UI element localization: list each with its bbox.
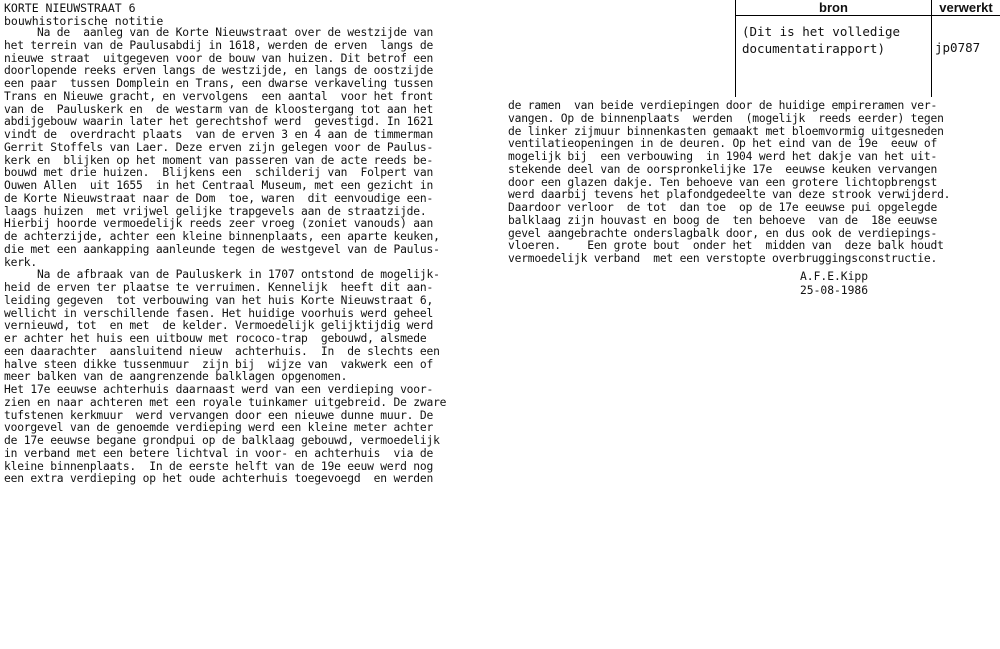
bron-line: documentatirapport) xyxy=(742,41,885,56)
author-name: A.F.E.Kipp xyxy=(800,270,869,283)
left-text-column xyxy=(4,27,492,486)
text-line: vindt de overdracht plaats van de erven 3 en 4 aan de timmerman xyxy=(4,128,434,141)
text-line: wellicht in verschillende fasen. Het huidige voorhuis werd geheel xyxy=(4,306,434,320)
text-line: laags huizen met vrijwel gelijke trapgevels aan de straatzijde. xyxy=(4,204,427,218)
text-line: vermoedelijk verband met een verstopte overbruggingsconstructie. xyxy=(508,252,938,265)
text-line: een daarachter aansluitend nieuw achterhuis. In de slechts een xyxy=(4,344,440,358)
text-line: de Korte Nieuwstraat naar de Dom toe, waren dit eenvoudige een- xyxy=(4,191,434,205)
document-header xyxy=(4,2,163,28)
text-line: bouwd met drie huizen. Blijkens een schilderij van Folpert van xyxy=(4,166,434,180)
verwerkt-value: jp0787 xyxy=(935,40,981,55)
text-line: een extra verdieping op het oude achterhuis toegevoegd en werden xyxy=(4,472,434,486)
text-line: vloeren. Een grote bout onder het midden van deze balk houdt xyxy=(508,239,944,253)
text-line: ventilatieopeningen in de deuren. Op het eind van de 19e eeuw of xyxy=(508,137,938,151)
text-line: vangen. Op de binnenplaats werden (mogelijk reeds eerder) tegen xyxy=(508,111,944,125)
text-line: Na de afbraak van de Pauluskerk in 1707 ontstond de mogelijk- xyxy=(4,268,440,282)
bron-line: (Dit is het volledige xyxy=(742,24,901,39)
bron-cell xyxy=(735,15,932,97)
text-line: die met een aankapping aanleunde tegen de westgevel van de Paulus- xyxy=(4,242,440,256)
text-line: stekende deel van de oorspronkelijke 17e eeuwse keuken vervangen xyxy=(508,162,938,176)
text-line: werd daarbij tevens het plafondgedeelte van deze strook verwijderd. xyxy=(508,188,951,202)
text-line: gevel aangebrachte onderslagbalk door, en dus ook de verdiepings- xyxy=(508,226,938,240)
text-line: het terrein van de Paulusabdij in 1618, werden de erven langs de xyxy=(4,38,434,52)
text-line: Trans en Nieuwe gracht, en vervolgens een aantal voor het front xyxy=(4,89,434,103)
text-line: Het 17e eeuwse achterhuis daarnaast werd van een verdieping voor- xyxy=(4,383,434,396)
report-date: 25-08-1986 xyxy=(800,284,869,297)
text-line: Ouwen Allen uit 1655 in het Centraal Museum, met een gezicht in xyxy=(4,179,434,192)
bron-text xyxy=(742,23,900,57)
verwerkt-cell xyxy=(931,15,1000,97)
text-line: Daardoor verloor de tot dan toe op de 17e eeuwse pui opgelegde xyxy=(508,201,938,214)
text-line: van de Pauluskerk en de westarm van de kloostergang tot aan het xyxy=(4,102,434,116)
text-line: de linker zijmuur binnenkasten gemaakt met bloemvormig uitgesneden xyxy=(508,124,944,138)
text-line: een paar tussen Domplein en Trans, een dwarse verkaveling tussen xyxy=(4,77,434,90)
document-title: KORTE NIEUWSTRAAT 6 xyxy=(4,1,136,15)
text-line: kleine binnenplaats. In de eerste helft van de 19e eeuw werd nog xyxy=(4,459,434,473)
text-line: kerk. xyxy=(4,255,38,269)
text-line: halve steen dikke tussenmuur zijn bij wijze van vakwerk een of xyxy=(4,357,434,371)
text-line: in verband met een betere lichtval in voor- en achterhuis via de xyxy=(4,446,434,460)
text-line: de ramen van beide verdiepingen door de huidige empireramen ver- xyxy=(508,99,938,112)
text-line: doorlopende reeks erven langs de westzijde, en langs de oostzijde xyxy=(4,64,434,78)
text-line: Hierbij hoorde vermoedelijk reeds zeer vroeg (zoniet vanouds) aan xyxy=(4,217,434,231)
text-line: de 17e eeuwse begane grondpui op de balklaag gebouwd, vermoedelijk xyxy=(4,434,440,447)
text-line: voorgevel van de genoemde verdieping werd een kleine meter achter xyxy=(4,421,434,435)
text-line: tufstenen kerkmuur werd vervangen door een nieuwe dunne muur. De xyxy=(4,408,434,422)
text-line: de achterzijde, achter een kleine binnenplaats, een aparte keuken, xyxy=(4,230,440,243)
text-line: vernieuwd, tot en met de kelder. Vermoedelijk gelijktijdig werd xyxy=(4,319,434,333)
text-line: door een glazen dakje. Ten behoeve van een grotere lichtopbrengst xyxy=(508,175,938,189)
text-line: meer balken van de aangrenzende balklagen opgenomen. xyxy=(4,370,348,384)
text-line: balklaag zijn houvast en boog de ten behoeve van de 18e eeuwse xyxy=(508,213,938,227)
bron-header: bron xyxy=(735,0,932,16)
text-line: er achter het huis een uitbouw met rococo-trap gebouwd, alsmede xyxy=(4,332,427,345)
text-line: zien en naar achteren met een royale tuinkamer uitgebreid. De zware xyxy=(4,395,447,409)
text-line: abdijgebouw waarin later het gerechtshof werd gevestigd. In 1621 xyxy=(4,115,434,129)
text-line: leiding gegeven tot verbouwing van het huis Korte Nieuwstraat 6, xyxy=(4,293,434,307)
right-text-column xyxy=(508,100,992,266)
text-line: nieuwe straat uitgegeven voor de bouw van huizen. Dit betrof een xyxy=(4,51,434,65)
text-line: mogelijk bij een verbouwing in 1904 werd het dakje van het uit- xyxy=(508,150,938,163)
verwerkt-header: verwerkt xyxy=(931,0,1000,16)
text-line: Na de aanleg van de Korte Nieuwstraat over de westzijde van xyxy=(4,26,434,39)
text-line: kerk en blijken op het moment van passeren van de acte reeds be- xyxy=(4,153,434,167)
text-line: heid de erven ter plaatse te verruimen. Kennelijk heeft dit aan- xyxy=(4,281,434,294)
signature-block xyxy=(800,270,868,298)
text-line: Gerrit Stoffels van Laer. Deze erven zijn gelegen voor de Paulus- xyxy=(4,140,434,154)
source-table xyxy=(735,0,1000,97)
document-subtitle: bouwhistorische notitie xyxy=(4,14,164,28)
